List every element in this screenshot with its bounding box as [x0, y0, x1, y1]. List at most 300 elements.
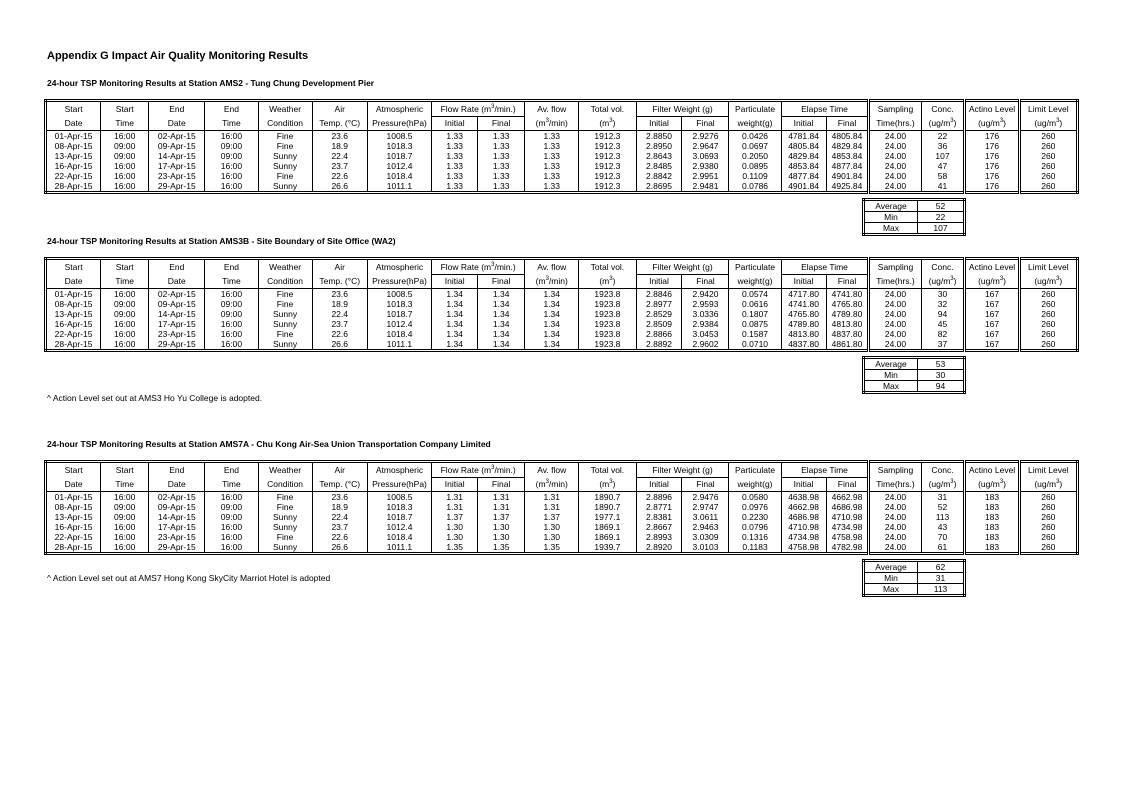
table-cell: 1.37	[432, 512, 478, 522]
table-row	[46, 522, 1078, 532]
table-cell: 1939.7	[579, 542, 636, 554]
table-cell: 17-Apr-15	[149, 161, 205, 171]
table-cell: 08-Apr-15	[46, 299, 101, 309]
table-cell: 28-Apr-15	[46, 339, 101, 351]
table-cell: 23-Apr-15	[149, 329, 205, 339]
table-cell: 0.0976	[729, 502, 781, 512]
table-cell: 1.33	[525, 171, 579, 181]
table-cell: 183	[965, 492, 1019, 503]
stats-value: 22	[918, 212, 965, 223]
table-cell: 1923.8	[579, 319, 636, 329]
table-cell: 260	[1019, 171, 1077, 181]
table-cell: 37	[921, 339, 965, 351]
table-cell: 02-Apr-15	[149, 289, 205, 300]
table-cell: 260	[1019, 289, 1077, 300]
table-cell: 107	[921, 151, 965, 161]
table-cell: 1018.4	[367, 329, 431, 339]
table-cell: 176	[965, 131, 1019, 142]
table-cell: 24.00	[869, 502, 921, 512]
table-cell: 260	[1019, 502, 1077, 512]
table-cell: 28-Apr-15	[46, 181, 101, 193]
table-cell: 167	[965, 319, 1019, 329]
table-cell: 260	[1019, 161, 1077, 171]
table-cell: 4829.84	[826, 141, 869, 151]
table-cell: 1.33	[432, 161, 478, 171]
table-cell: 17-Apr-15	[149, 319, 205, 329]
table-cell: 0.0796	[729, 522, 781, 532]
table-cell: 1.33	[478, 141, 525, 151]
table-cell: 2.8643	[636, 151, 682, 161]
table-cell: Sunny	[258, 181, 312, 193]
stats-row	[864, 584, 965, 596]
table-cell: 1.33	[525, 181, 579, 193]
table-cell: 176	[965, 171, 1019, 181]
stats-row	[864, 370, 965, 381]
table-cell: 1912.3	[579, 181, 636, 193]
table-cell: 2.8950	[636, 141, 682, 151]
table-cell: 16:00	[101, 161, 149, 171]
table-cell: 24.00	[869, 289, 921, 300]
table-cell: 260	[1019, 309, 1077, 319]
table-row	[46, 289, 1078, 300]
table-cell: 36	[921, 141, 965, 151]
table-cell: 1011.1	[367, 339, 431, 351]
table-cell: 3.0693	[682, 151, 729, 161]
table-cell: 4925.84	[826, 181, 869, 193]
table-cell: 1.34	[478, 329, 525, 339]
table-cell: Fine	[258, 502, 312, 512]
stats-label: Average	[864, 200, 918, 212]
table-cell: 2.9380	[682, 161, 729, 171]
stats-label: Min	[864, 212, 918, 223]
table-cell: 1890.7	[579, 492, 636, 503]
table-cell: 4758.98	[781, 542, 826, 554]
table-cell: 1912.3	[579, 171, 636, 181]
table-cell: 1.33	[432, 171, 478, 181]
table-cell: 0.1183	[729, 542, 781, 554]
stats-table-ams2	[862, 198, 966, 236]
table-cell: 01-Apr-15	[46, 492, 101, 503]
table-cell: 2.8896	[636, 492, 682, 503]
table-cell: 70	[921, 532, 965, 542]
table-cell: 14-Apr-15	[149, 309, 205, 319]
stats-row	[864, 200, 965, 212]
table-cell: 24.00	[869, 299, 921, 309]
table-cell: 1.30	[525, 532, 579, 542]
table-cell: 176	[965, 141, 1019, 151]
note-ams3b: ^ Action Level set out at AMS3 Ho Yu College is adopted.	[47, 393, 263, 403]
table-cell: 1.30	[432, 522, 478, 532]
table-cell: 1018.7	[367, 151, 431, 161]
table-cell: 26.6	[312, 339, 367, 351]
table-cell: 0.1587	[729, 329, 781, 339]
table-cell: 1.31	[478, 502, 525, 512]
table-cell: 52	[921, 502, 965, 512]
table-cell: 1.35	[432, 542, 478, 554]
table-cell: 3.0336	[682, 309, 729, 319]
table-cell: 26.6	[312, 181, 367, 193]
stats-value: 31	[918, 573, 965, 584]
stats-value: 107	[918, 223, 965, 235]
table-cell: Sunny	[258, 161, 312, 171]
table-cell: 2.9747	[682, 502, 729, 512]
table-cell: 1018.4	[367, 171, 431, 181]
table-cell: 16:00	[205, 329, 258, 339]
table-cell: 82	[921, 329, 965, 339]
table-row	[46, 492, 1078, 503]
table-cell: 1912.3	[579, 131, 636, 142]
table-cell: 260	[1019, 542, 1077, 554]
table-cell: 24.00	[869, 542, 921, 554]
tsp-table-ams3b	[44, 257, 1079, 352]
table-cell: Fine	[258, 289, 312, 300]
table-cell: 09:00	[101, 151, 149, 161]
section-title-ams2: 24-hour TSP Monitoring Results at Station AMS2 - Tung Chung Development Pier	[47, 78, 375, 88]
table-cell: 16:00	[101, 329, 149, 339]
table-cell: 4805.84	[826, 131, 869, 142]
table-cell: 16-Apr-15	[46, 161, 101, 171]
table-cell: Fine	[258, 532, 312, 542]
table-cell: 4829.84	[781, 151, 826, 161]
table-cell: 0.1109	[729, 171, 781, 181]
stats-row	[864, 381, 965, 393]
table-cell: 183	[965, 522, 1019, 532]
table-cell: 1.33	[432, 141, 478, 151]
table-cell: 24.00	[869, 512, 921, 522]
table-cell: 4765.80	[826, 299, 869, 309]
table-cell: 16:00	[101, 542, 149, 554]
table-cell: 2.9647	[682, 141, 729, 151]
stats-table-ams7a	[862, 559, 966, 597]
table-cell: 0.0895	[729, 161, 781, 171]
table-row	[46, 141, 1078, 151]
table-cell: 1.33	[525, 161, 579, 171]
table-cell: 176	[965, 151, 1019, 161]
table-cell: 1923.8	[579, 299, 636, 309]
table-cell: 24.00	[869, 309, 921, 319]
table-cell: 2.9463	[682, 522, 729, 532]
flow-rate-header: Flow Rate $(m^3/\min.)$	[432, 259, 525, 275]
table-cell: 1.34	[525, 329, 579, 339]
table-cell: 22-Apr-15	[46, 532, 101, 542]
table-cell: 4710.98	[781, 522, 826, 532]
table-cell: 22.4	[312, 151, 367, 161]
table-cell: 0.0710	[729, 339, 781, 351]
table-cell: 09:00	[101, 309, 149, 319]
table-cell: 4813.80	[826, 319, 869, 329]
table-cell: 02-Apr-15	[149, 131, 205, 142]
table-cell: 01-Apr-15	[46, 289, 101, 300]
table-cell: 4662.98	[826, 492, 869, 503]
table-cell: 1.33	[525, 151, 579, 161]
table-cell: 16:00	[101, 131, 149, 142]
table-cell: 4741.80	[826, 289, 869, 300]
table-cell: 16:00	[101, 522, 149, 532]
table-cell: 1011.1	[367, 181, 431, 193]
table-cell: 1.33	[478, 131, 525, 142]
table-cell: 13-Apr-15	[46, 151, 101, 161]
table-cell: 2.8993	[636, 532, 682, 542]
header-row-2: Date Time Date Time Condition Temp. (°C) Pressure(hPa) Initial Final $(m^3/\min)$ $(m^3)$ Initial Final weight(g) Initial Final Time(hrs.) $(ug/m^3)$ $(ug/m^3)$ $(ug/m^3)$	[46, 478, 1078, 492]
tsp-table-ams2	[44, 99, 1079, 194]
table-cell: 1.34	[478, 289, 525, 300]
table-row	[46, 319, 1078, 329]
table-cell: 1018.3	[367, 502, 431, 512]
table-cell: 4877.84	[826, 161, 869, 171]
table-cell: 1.33	[478, 151, 525, 161]
table-cell: 22-Apr-15	[46, 329, 101, 339]
table-cell: 16:00	[101, 532, 149, 542]
table-cell: 260	[1019, 512, 1077, 522]
stats-value: 94	[918, 381, 965, 393]
table-row	[46, 512, 1078, 522]
table-cell: 30	[921, 289, 965, 300]
table-cell: 1923.8	[579, 329, 636, 339]
table-cell: 09:00	[205, 299, 258, 309]
table-cell: 260	[1019, 339, 1077, 351]
table-cell: 22-Apr-15	[46, 171, 101, 181]
table-cell: 3.0453	[682, 329, 729, 339]
table-cell: 2.9276	[682, 131, 729, 142]
table-cell: 1012.4	[367, 161, 431, 171]
table-cell: 167	[965, 309, 1019, 319]
table-cell: 2.9476	[682, 492, 729, 503]
table-row	[46, 299, 1078, 309]
table-cell: 167	[965, 339, 1019, 351]
table-cell: 4877.84	[781, 171, 826, 181]
table-cell: 2.9951	[682, 171, 729, 181]
table-cell: 260	[1019, 141, 1077, 151]
header-row-1: Start Start End End Weather Air Atmospheric Flow Rate $(m^3/\min.)$ Av. flow Total vol. Filter Weight (g) Particulate Elapse Time Sampling Conc. Actino Level Limit Level	[46, 101, 1078, 117]
table-cell: 3.0309	[682, 532, 729, 542]
table-cell: 1.34	[478, 339, 525, 351]
table-cell: 13-Apr-15	[46, 512, 101, 522]
header-row-2: Date Time Date Time Condition Temp. (°C) Pressure(hPa) Initial Final $(m^3/\min)$ $(m^3)$ Initial Final weight(g) Initial Final Time(hrs.) $(ug/m^3)$ $(ug/m^3)$ $(ug/m^3)$	[46, 117, 1078, 131]
table-cell: 1.35	[525, 542, 579, 554]
table-cell: 28-Apr-15	[46, 542, 101, 554]
table-cell: 1.33	[432, 131, 478, 142]
stats-row	[864, 223, 965, 235]
table-cell: 183	[965, 502, 1019, 512]
table-cell: 4837.80	[826, 329, 869, 339]
table-cell: 4805.84	[781, 141, 826, 151]
table-cell: Sunny	[258, 151, 312, 161]
tsp-table-ams7a	[44, 460, 1079, 555]
table-cell: 18.9	[312, 141, 367, 151]
table-cell: 1.31	[525, 502, 579, 512]
table-cell: 16:00	[205, 522, 258, 532]
table-row	[46, 309, 1078, 319]
table-cell: 29-Apr-15	[149, 181, 205, 193]
table-cell: 1.34	[525, 299, 579, 309]
table-cell: 58	[921, 171, 965, 181]
table-cell: 17-Apr-15	[149, 522, 205, 532]
table-cell: 1.34	[432, 299, 478, 309]
table-cell: 32	[921, 299, 965, 309]
table-cell: 1.34	[432, 339, 478, 351]
table-cell: 47	[921, 161, 965, 171]
table-row	[46, 161, 1078, 171]
table-cell: 260	[1019, 492, 1077, 503]
table-cell: 1.31	[432, 502, 478, 512]
table-cell: 18.9	[312, 299, 367, 309]
table-cell: 4638.98	[781, 492, 826, 503]
table-cell: 3.0611	[682, 512, 729, 522]
stats-label: Min	[864, 573, 918, 584]
table-cell: 260	[1019, 181, 1077, 193]
table-cell: 167	[965, 299, 1019, 309]
table-cell: 1012.4	[367, 319, 431, 329]
table-cell: 13-Apr-15	[46, 309, 101, 319]
table-cell: 2.8846	[636, 289, 682, 300]
stats-label: Min	[864, 370, 918, 381]
table-cell: 1011.1	[367, 542, 431, 554]
table-cell: 0.2050	[729, 151, 781, 161]
table-cell: 4901.84	[826, 171, 869, 181]
table-cell: 41	[921, 181, 965, 193]
table-cell: 16:00	[101, 319, 149, 329]
table-cell: 09:00	[205, 512, 258, 522]
table-cell: 31	[921, 492, 965, 503]
page-title: Appendix G Impact Air Quality Monitoring Results	[47, 50, 309, 62]
table-cell: 1890.7	[579, 502, 636, 512]
table-cell: 16:00	[205, 339, 258, 351]
table-cell: 16:00	[101, 339, 149, 351]
table-cell: 4861.80	[826, 339, 869, 351]
table-cell: Fine	[258, 131, 312, 142]
table-cell: 4901.84	[781, 181, 826, 193]
table-cell: 4686.98	[826, 502, 869, 512]
table-row	[46, 151, 1078, 161]
table-cell: 24.00	[869, 319, 921, 329]
table-cell: Fine	[258, 299, 312, 309]
stats-row	[864, 561, 965, 573]
table-cell: 24.00	[869, 161, 921, 171]
table-cell: 02-Apr-15	[149, 492, 205, 503]
table-cell: 16:00	[205, 492, 258, 503]
table-cell: 1.31	[478, 492, 525, 503]
table-cell: 1.34	[432, 329, 478, 339]
table-cell: 1.33	[525, 131, 579, 142]
table-cell: 16-Apr-15	[46, 522, 101, 532]
table-cell: 14-Apr-15	[149, 512, 205, 522]
stats-row	[864, 358, 965, 370]
table-cell: 2.9593	[682, 299, 729, 309]
table-cell: 1.31	[525, 492, 579, 503]
table-cell: 4837.80	[781, 339, 826, 351]
table-cell: 26.6	[312, 542, 367, 554]
table-cell: Fine	[258, 329, 312, 339]
table-cell: 22.6	[312, 329, 367, 339]
table-cell: 09:00	[101, 502, 149, 512]
table-cell: Sunny	[258, 542, 312, 554]
stats-table-ams3b	[862, 356, 966, 394]
table-cell: 1012.4	[367, 522, 431, 532]
table-cell: 18.9	[312, 502, 367, 512]
table-cell: 1.34	[525, 289, 579, 300]
table-cell: 09-Apr-15	[149, 299, 205, 309]
table-cell: 24.00	[869, 532, 921, 542]
table-cell: 1.33	[478, 171, 525, 181]
table-cell: 23.6	[312, 492, 367, 503]
table-cell: 2.8381	[636, 512, 682, 522]
table-cell: 113	[921, 512, 965, 522]
stats-value: 30	[918, 370, 965, 381]
table-cell: 1.33	[478, 181, 525, 193]
table-cell: 1.34	[525, 309, 579, 319]
table-cell: 09:00	[101, 141, 149, 151]
table-cell: 23.6	[312, 131, 367, 142]
flow-rate-header: Flow Rate $(m^3/\min.)$	[432, 101, 525, 117]
table-cell: 2.9602	[682, 339, 729, 351]
table-cell: 22.6	[312, 171, 367, 181]
table-cell: 2.8850	[636, 131, 682, 142]
table-cell: 24.00	[869, 151, 921, 161]
table-cell: Sunny	[258, 339, 312, 351]
table-row	[46, 131, 1078, 142]
table-cell: 2.9420	[682, 289, 729, 300]
table-cell: 09:00	[205, 309, 258, 319]
table-cell: 176	[965, 181, 1019, 193]
table-cell: 2.9481	[682, 181, 729, 193]
table-cell: 4813.80	[781, 329, 826, 339]
table-cell: 22.6	[312, 532, 367, 542]
table-cell: 09:00	[205, 151, 258, 161]
table-cell: 16:00	[205, 289, 258, 300]
table-cell: 1923.8	[579, 339, 636, 351]
stats-value: 52	[918, 200, 965, 212]
table-cell: 260	[1019, 532, 1077, 542]
table-cell: 09:00	[101, 299, 149, 309]
flow-rate-header: Flow Rate $(m^3/\min.)$	[432, 462, 525, 478]
table-cell: 23-Apr-15	[149, 532, 205, 542]
table-cell: 1977.1	[579, 512, 636, 522]
table-cell: 167	[965, 289, 1019, 300]
table-cell: 14-Apr-15	[149, 151, 205, 161]
table-cell: 09-Apr-15	[149, 502, 205, 512]
table-cell: 1.34	[432, 319, 478, 329]
table-cell: 183	[965, 532, 1019, 542]
table-cell: 260	[1019, 299, 1077, 309]
table-cell: 0.1316	[729, 532, 781, 542]
table-cell: 24.00	[869, 171, 921, 181]
table-cell: 183	[965, 512, 1019, 522]
table-cell: 1.37	[478, 512, 525, 522]
table-cell: 1912.3	[579, 151, 636, 161]
table-cell: 45	[921, 319, 965, 329]
table-cell: 24.00	[869, 339, 921, 351]
stats-value: 62	[918, 561, 965, 573]
table-cell: 24.00	[869, 131, 921, 142]
table-cell: 22.4	[312, 512, 367, 522]
table-cell: 4758.98	[826, 532, 869, 542]
table-cell: 4734.98	[781, 532, 826, 542]
table-row	[46, 181, 1078, 193]
table-cell: 0.1807	[729, 309, 781, 319]
table-cell: 4741.80	[781, 299, 826, 309]
table-cell: 1.33	[432, 151, 478, 161]
table-cell: 0.0574	[729, 289, 781, 300]
table-cell: 24.00	[869, 141, 921, 151]
table-cell: 1.34	[432, 289, 478, 300]
table-cell: Fine	[258, 492, 312, 503]
table-cell: 2.8920	[636, 542, 682, 554]
table-cell: 24.00	[869, 522, 921, 532]
table-cell: 1008.5	[367, 492, 431, 503]
header-row-2: Date Time Date Time Condition Temp. (°C) Pressure(hPa) Initial Final $(m^3/\min)$ $(m^3)$ Initial Final weight(g) Initial Final Time(hrs.) $(ug/m^3)$ $(ug/m^3)$ $(ug/m^3)$	[46, 275, 1078, 289]
table-cell: 23.7	[312, 319, 367, 329]
table-cell: 0.0697	[729, 141, 781, 151]
